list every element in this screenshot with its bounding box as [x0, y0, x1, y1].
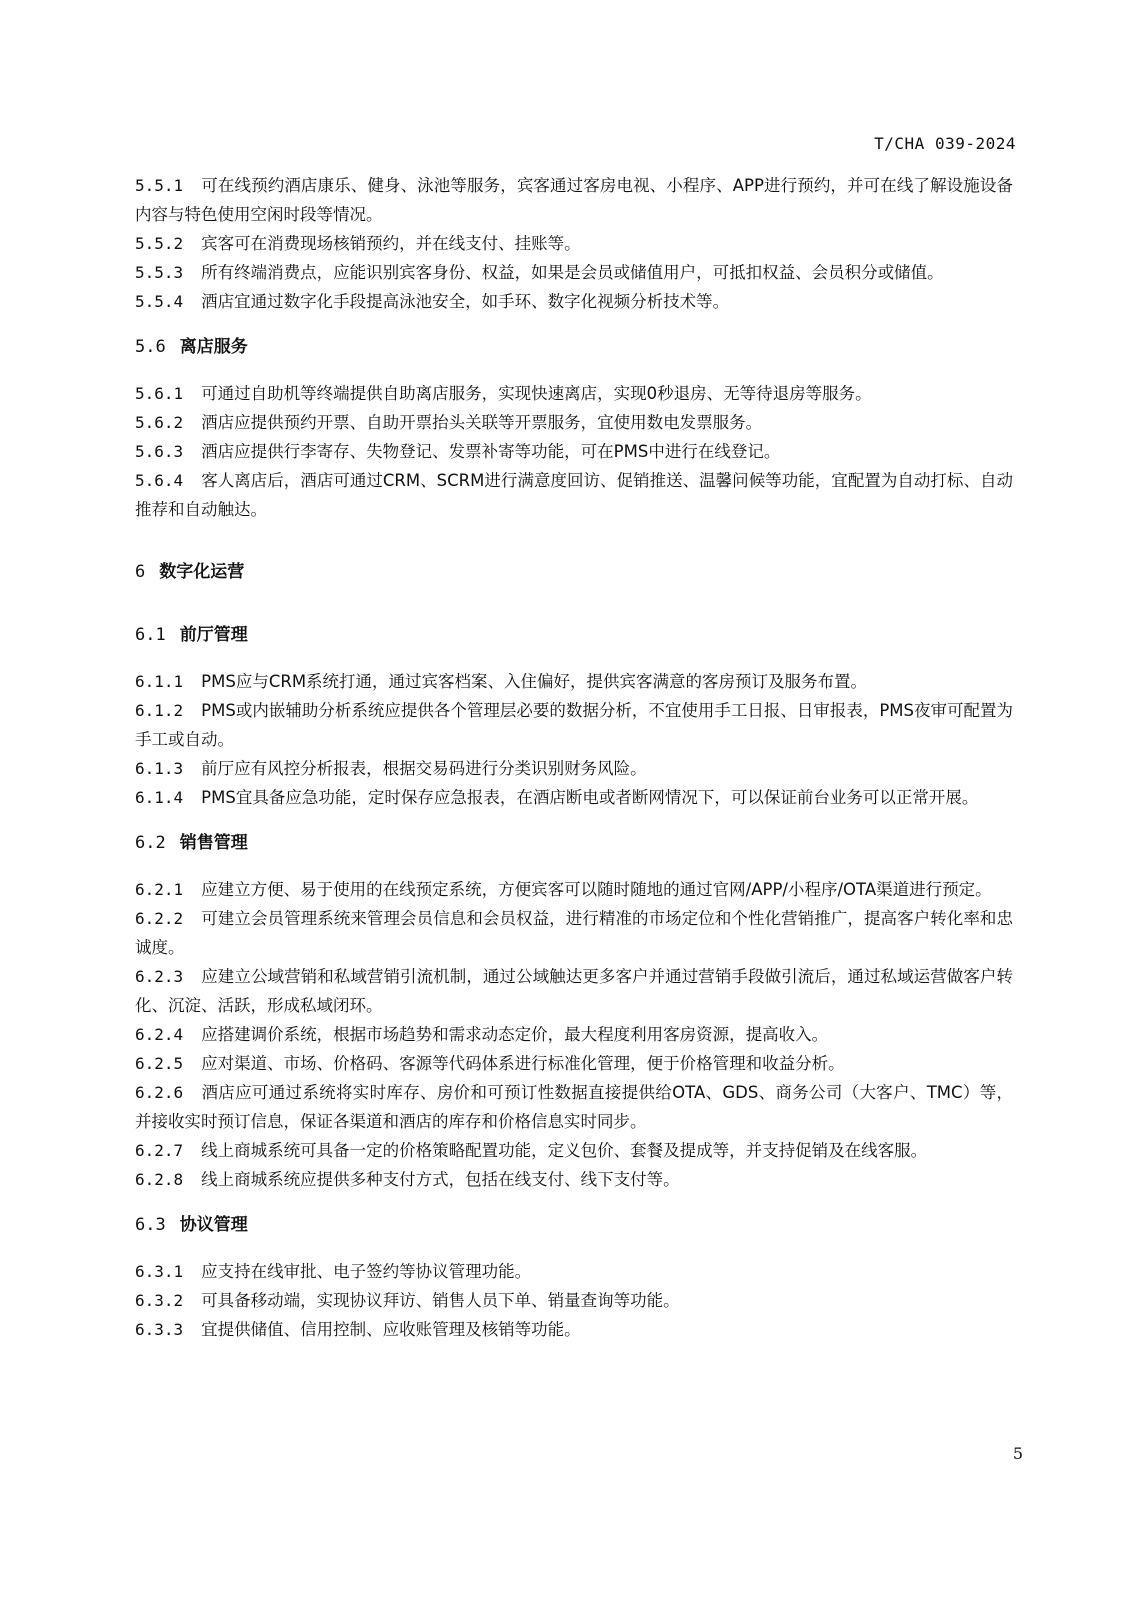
clause-text: 酒店应提供行李寄存、失物登记、发票补寄等功能，可在PMS中进行在线登记。: [201, 442, 781, 461]
clause-paragraph: [135, 783, 1013, 812]
clause-text: PMS或内嵌辅助分析系统应提供各个管理层必要的数据分析，不宜使用手工日报、日审报表，PMS夜审可配置为手工或自动。: [135, 701, 1013, 749]
clause-text: 酒店应可通过系统将实时库存、房价和可预订性数据直接提供给OTA、GDS、商务公司（大客户、TMC）等，并接收实时预订信息，保证各渠道和酒店的库存和价格信息实时同步。: [135, 1083, 1013, 1131]
clause-number: 5.5.1: [135, 176, 184, 195]
clause-paragraph: [135, 1257, 1013, 1286]
clause-number: 6.2.7: [135, 1141, 184, 1160]
clause-paragraph: [135, 1020, 1013, 1049]
clause-text: 应建立方便、易于使用的在线预定系统，方便宾客可以随时随地的通过官网/APP/小程序/OTA渠道进行预定。: [201, 880, 992, 899]
clause-text: 线上商城系统应提供多种支付方式，包括在线支付、线下支付等。: [201, 1170, 680, 1189]
clause-paragraph: [135, 1078, 1013, 1136]
document-body: [135, 171, 1013, 1344]
heading-text: 协议管理: [179, 1215, 248, 1235]
clause-text: 前厅应有风控分析报表，根据交易码进行分类识别财务风险。: [201, 759, 647, 778]
clause-text: PMS应与CRM系统打通，通过宾客档案、入住偏好，提供宾客满意的客房预订及服务布置。: [201, 672, 868, 691]
clause-paragraph: [135, 1315, 1013, 1344]
spacer: [135, 1240, 1013, 1257]
clause-number: 5.5.3: [135, 263, 184, 282]
clause-text: 宜提供储值、信用控制、应收账管理及核销等功能。: [201, 1320, 581, 1339]
spacer: [135, 1194, 1013, 1211]
clause-text: 客人离店后，酒店可通过CRM、SCRM进行满意度回访、促销推送、温馨问候等功能，宜配置为自动打标、自动推荐和自动触达。: [135, 471, 1013, 519]
clause-number: 6.2.5: [135, 1054, 184, 1073]
clause-text: 宾客可在消费现场核销预约，并在线支付、挂账等。: [201, 234, 581, 253]
clause-number: 6.2.2: [135, 909, 184, 928]
section-heading: [135, 333, 1013, 362]
clause-number: 6.2.4: [135, 1025, 184, 1044]
clause-paragraph: [135, 1165, 1013, 1194]
clause-number: 6: [135, 562, 146, 582]
spacer: [135, 650, 1013, 667]
clause-text: 线上商城系统可具备一定的价格策略配置功能，定义包价、套餐及提成等，并支持促销及在线客服。: [201, 1141, 928, 1160]
spacer: [135, 362, 1013, 379]
clause-number: 5.6.4: [135, 471, 184, 490]
clause-text: 应对渠道、市场、价格码、客源等代码体系进行标准化管理，便于价格管理和收益分析。: [201, 1054, 845, 1073]
clause-text: 可在线预约酒店康乐、健身、泳池等服务，宾客通过客房电视、小程序、APP进行预约，并可在线了解设施设备内容与特色使用空闲时段等情况。: [135, 176, 1013, 224]
clause-paragraph: [135, 754, 1013, 783]
clause-paragraph: [135, 379, 1013, 408]
clause-paragraph: [135, 1049, 1013, 1078]
section-heading: [135, 829, 1013, 858]
clause-number: 6.3.3: [135, 1320, 184, 1339]
clause-paragraph: [135, 962, 1013, 1020]
clause-text: 可通过自助机等终端提供自助离店服务，实现快速离店，实现0秒退房、无等待退房等服务。: [201, 384, 872, 403]
clause-number: 6.3: [135, 1215, 166, 1235]
clause-number: 6.2.3: [135, 967, 184, 986]
clause-number: 6.1.4: [135, 788, 184, 807]
clause-text: 酒店宜通过数字化手段提高泳池安全，如手环、数字化视频分析技术等。: [201, 292, 730, 311]
spacer: [135, 524, 1013, 558]
clause-number: 6.2.1: [135, 880, 184, 899]
section-heading: [135, 621, 1013, 650]
clause-number: 6.1.3: [135, 759, 184, 778]
spacer: [135, 316, 1013, 333]
clause-number: 5.6.2: [135, 413, 184, 432]
spacer: [135, 812, 1013, 829]
clause-number: 6.1.2: [135, 701, 184, 720]
clause-text: 应支持在线审批、电子签约等协议管理功能。: [201, 1262, 532, 1281]
page-number: 5: [1012, 1444, 1023, 1463]
spacer: [135, 587, 1013, 621]
clause-number: 6.1: [135, 625, 166, 645]
spacer: [135, 858, 1013, 875]
document-code: T/CHA 039-2024: [874, 134, 1016, 153]
clause-number: 5.6.3: [135, 442, 184, 461]
heading-text: 离店服务: [179, 337, 248, 357]
clause-paragraph: [135, 229, 1013, 258]
clause-paragraph: [135, 287, 1013, 316]
section-heading: [135, 1211, 1013, 1240]
clause-paragraph: [135, 171, 1013, 229]
clause-number: 5.5.2: [135, 234, 184, 253]
clause-number: 5.5.4: [135, 292, 184, 311]
clause-number: 6.2.6: [135, 1083, 184, 1102]
clause-paragraph: [135, 466, 1013, 524]
clause-paragraph: [135, 667, 1013, 696]
clause-number: 5.6: [135, 337, 166, 357]
clause-paragraph: [135, 904, 1013, 962]
heading-text: 销售管理: [179, 833, 248, 853]
clause-number: 6.1.1: [135, 672, 184, 691]
clause-paragraph: [135, 1286, 1013, 1315]
clause-paragraph: [135, 437, 1013, 466]
clause-number: 6.3.1: [135, 1262, 184, 1281]
heading-text: 数字化运营: [159, 562, 245, 582]
clause-text: 应建立公域营销和私域营销引流机制，通过公域触达更多客户并通过营销手段做引流后，通过私域运营做客户转化、沉淀、活跃，形成私域闭环。: [135, 967, 1013, 1015]
clause-text: 酒店应提供预约开票、自助开票抬头关联等开票服务，宜使用数电发票服务。: [201, 413, 763, 432]
section-heading: [135, 558, 1013, 587]
clause-paragraph: [135, 1136, 1013, 1165]
clause-text: 可具备移动端，实现协议拜访、销售人员下单、销量查询等功能。: [201, 1291, 680, 1310]
clause-number: 6.2.8: [135, 1170, 184, 1189]
heading-text: 前厅管理: [179, 625, 248, 645]
clause-number: 5.6.1: [135, 384, 184, 403]
clause-text: 可建立会员管理系统来管理会员信息和会员权益，进行精准的市场定位和个性化营销推广，提高客户转化率和忠诚度。: [135, 909, 1013, 957]
clause-number: 6.2: [135, 833, 166, 853]
clause-number: 6.3.2: [135, 1291, 184, 1310]
clause-text: 应搭建调价系统，根据市场趋势和需求动态定价，最大程度利用客房资源，提高收入。: [201, 1025, 829, 1044]
clause-paragraph: [135, 258, 1013, 287]
clause-paragraph: [135, 408, 1013, 437]
clause-text: PMS宜具备应急功能，定时保存应急报表，在酒店断电或者断网情况下，可以保证前台业务可以正常开展。: [201, 788, 979, 807]
clause-text: 所有终端消费点，应能识别宾客身份、权益，如果是会员或储值用户，可抵扣权益、会员积分或储值。: [201, 263, 944, 282]
clause-paragraph: [135, 875, 1013, 904]
clause-paragraph: [135, 696, 1013, 754]
